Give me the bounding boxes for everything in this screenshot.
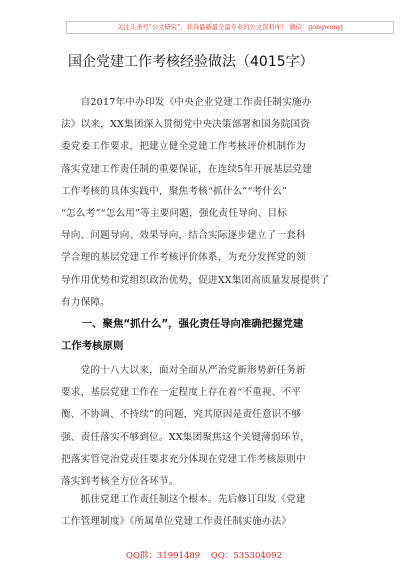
text-line: 法》以来，XX集团深入贯彻党中央决策部署和国务院国资 [61, 119, 311, 131]
text-line: 学合理的基层党建工作考核评价体系，为充分发挥党的领 [61, 252, 306, 264]
text-line: 强、责任落实不够到位。XX集团聚焦这个关键薄弱环节， [61, 431, 311, 443]
heading-line: 一、聚焦“抓什么”，强化责任导向准确把握党建 [61, 318, 304, 330]
text-line: 要求，基层党建工作在一定程度上存在着“不重视、不平 [61, 387, 302, 399]
paragraph-intro [61, 92, 351, 314]
text-line: 工作考核的具体实践中，聚焦考核“抓什么”“考什么” [61, 185, 288, 197]
paragraph-section-one [61, 360, 351, 493]
text-line: 党的十八大以来，面对全面从严治党新形势新任务新 [61, 365, 306, 376]
text-line: 工作管理制度》《所属单位党建工作责任制实施办法》 [61, 516, 292, 528]
text-line: “怎么考”“怎么用”等主要问题，强化责任导向、目标 [61, 208, 288, 220]
text-line: 落实到考核全方位各环节。 [61, 476, 179, 488]
section-heading [61, 313, 351, 357]
footer-contact [0, 549, 408, 561]
text-line: 委党委工作要求，把建立健全党建工作考核评价机制作为 [61, 141, 306, 153]
text-line: 衡、不协调、不持续”的问题，究其原因是责任意识不够 [61, 409, 302, 421]
text-line: 导向、问题导向、效果导向，结合实际逐步建立了一套科 [61, 230, 306, 242]
text-line: 把落实管党治党责任要求充分体现在党建工作考核原则中 [61, 453, 306, 465]
qq-contact-label: QQ：535304092 [210, 551, 282, 561]
text-line: 有力保障。 [61, 296, 110, 308]
heading-line: 工作考核原则 [61, 340, 124, 353]
text-line: 抓住党建工作责任制这个根本。先后修订印发《党建 [61, 494, 306, 505]
qq-group-label: QQ群：31991489 [125, 551, 201, 561]
text-line: 自2017年中办印发《中央企业党建工作责任制实施办 [61, 97, 312, 108]
paragraph-responsibility [61, 489, 351, 533]
text-line: 落实党建工作责任制的重要保证，在连续5年开展基层党建 [61, 163, 313, 175]
top-banner: 关注头条号“公文研究”，获得最新最全最专业的公文资料库！ 微信：gongwenyj [66, 21, 394, 34]
document-title: 国企党建工作考核经验做法（4015字） [68, 54, 314, 70]
text-line: 导作用优势和党组织政治优势，促进XX集团高质量发展提供了 [61, 274, 330, 286]
